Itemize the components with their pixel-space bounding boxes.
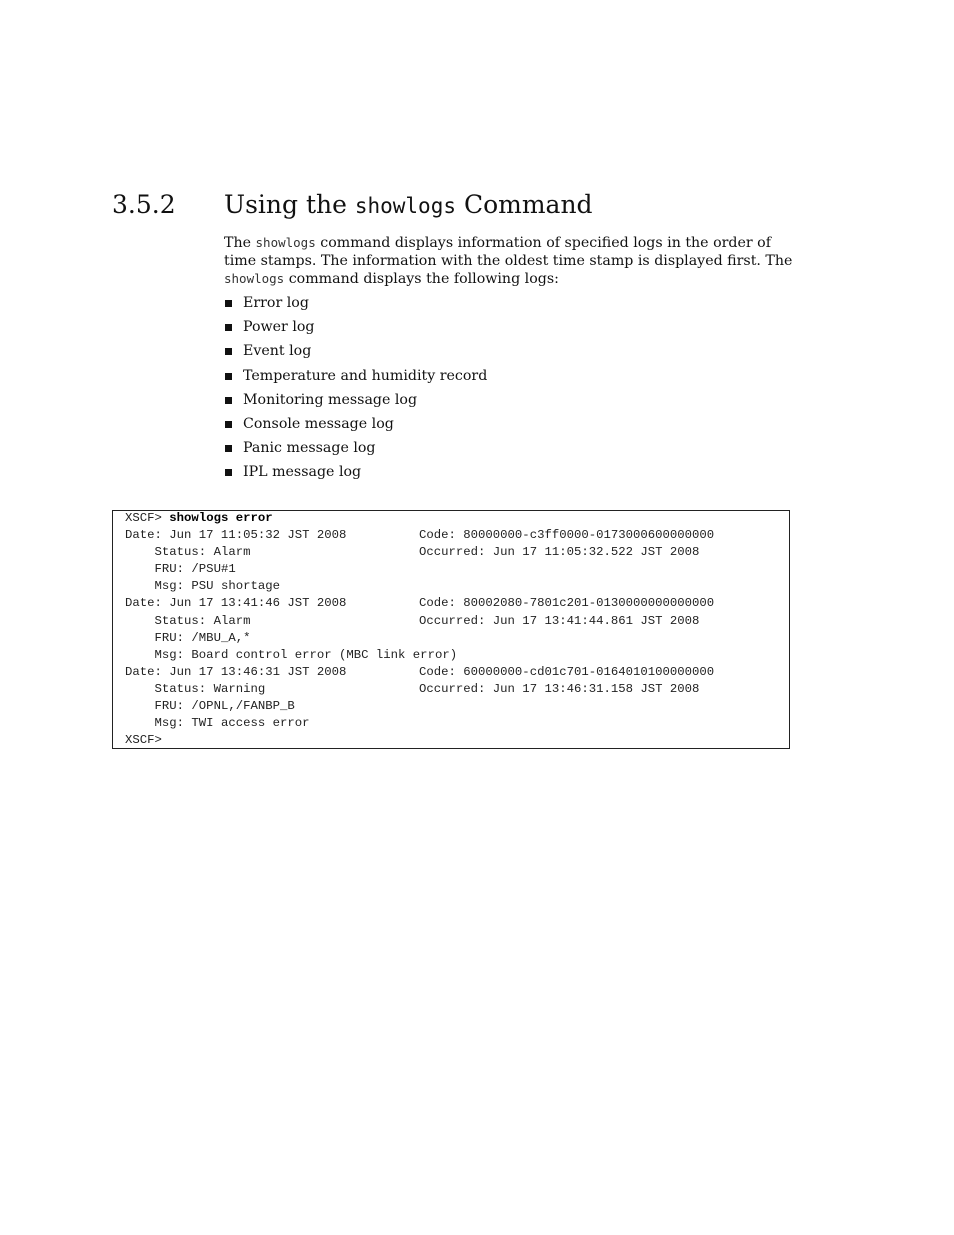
log-code: Code: 60000000-cd01c701-0164010100000000 bbox=[419, 664, 715, 679]
list-item-label: Power log bbox=[243, 319, 315, 336]
list-item-label: Console message log bbox=[243, 415, 394, 432]
bullet-square-icon bbox=[225, 324, 232, 331]
list-item-label: IPL message log bbox=[243, 464, 362, 481]
final-prompt: XSCF> bbox=[125, 733, 162, 748]
log-fru: FRU: /PSU#1 bbox=[154, 562, 236, 577]
log-msg: Msg: Board control error (MBC link error) bbox=[154, 647, 458, 662]
prompt: XSCF> bbox=[125, 511, 162, 525]
list-item-label: Panic message log bbox=[243, 440, 376, 457]
bullet-square-icon bbox=[225, 373, 232, 380]
log-status-line bbox=[125, 613, 789, 630]
log-date-line bbox=[125, 527, 789, 544]
log-date: Date: Jun 17 13:41:46 JST 2008 bbox=[125, 596, 347, 611]
intro-code-1: showlogs bbox=[255, 235, 316, 250]
log-msg: Msg: TWI access error bbox=[154, 716, 310, 731]
section-number: 3.5.2 bbox=[112, 190, 176, 219]
log-fru-line bbox=[125, 630, 789, 647]
log-code: Code: 80000000-c3ff0000-0173000600000000 bbox=[419, 528, 715, 543]
log-msg: Msg: PSU shortage bbox=[154, 579, 280, 594]
bullet-square-icon bbox=[225, 348, 232, 355]
list-item bbox=[224, 413, 487, 437]
section-title-prefix: Using the bbox=[224, 190, 347, 219]
list-item-label: Monitoring message log bbox=[243, 391, 418, 408]
bullet-square-icon bbox=[225, 300, 232, 307]
log-fru-line bbox=[125, 698, 789, 715]
final-prompt-line bbox=[125, 732, 789, 749]
log-date-line bbox=[125, 595, 789, 612]
log-date: Date: Jun 17 11:05:32 JST 2008 bbox=[125, 528, 347, 543]
log-fru-line bbox=[125, 561, 789, 578]
log-msg-line bbox=[125, 715, 789, 732]
log-status-line bbox=[125, 544, 789, 561]
list-item bbox=[224, 340, 487, 364]
log-list bbox=[224, 292, 487, 486]
bullet-square-icon bbox=[225, 421, 232, 428]
intro-text-1: The bbox=[224, 235, 251, 251]
intro-text-2: command displays information of specified logs in the order of time stamps. The information with the oldest time stamp is displayed first. The bbox=[224, 235, 793, 269]
log-occurred: Occurred: Jun 17 11:05:32.522 JST 2008 bbox=[419, 545, 700, 560]
list-item bbox=[224, 461, 487, 485]
section-title bbox=[224, 188, 593, 223]
list-item bbox=[224, 292, 487, 316]
section-title-code: showlogs bbox=[354, 194, 456, 218]
log-msg-line bbox=[125, 578, 789, 595]
list-item-label: Error log bbox=[243, 295, 309, 311]
log-status-line bbox=[125, 681, 789, 698]
bullet-square-icon bbox=[225, 469, 232, 476]
command-line bbox=[125, 510, 789, 527]
log-date: Date: Jun 17 13:46:31 JST 2008 bbox=[125, 664, 347, 679]
bullet-square-icon bbox=[225, 445, 232, 452]
list-item bbox=[224, 389, 487, 413]
terminal-output bbox=[112, 510, 790, 749]
list-item bbox=[224, 316, 487, 340]
command-text: showlogs error bbox=[169, 511, 273, 525]
log-msg-line bbox=[125, 647, 789, 664]
intro-code-2: showlogs bbox=[224, 271, 285, 286]
log-date-line bbox=[125, 664, 789, 681]
list-item bbox=[224, 437, 487, 461]
log-occurred: Occurred: Jun 17 13:41:44.861 JST 2008 bbox=[419, 613, 700, 628]
log-status: Status: Alarm bbox=[154, 613, 251, 628]
intro-paragraph bbox=[224, 234, 796, 288]
log-status: Status: Warning bbox=[154, 681, 266, 696]
log-occurred: Occurred: Jun 17 13:46:31.158 JST 2008 bbox=[419, 681, 700, 696]
list-item bbox=[224, 365, 487, 389]
log-fru: FRU: /MBU_A,* bbox=[154, 630, 251, 645]
list-item-label: Temperature and humidity record bbox=[243, 367, 488, 384]
section-title-suffix: Command bbox=[463, 190, 593, 219]
list-item-label: Event log bbox=[243, 343, 312, 360]
log-fru: FRU: /OPNL,/FANBP_B bbox=[154, 699, 295, 714]
log-code: Code: 80002080-7801c201-0130000000000000 bbox=[419, 596, 715, 611]
log-status: Status: Alarm bbox=[154, 545, 251, 560]
intro-text-3: command displays the following logs: bbox=[288, 271, 559, 287]
bullet-square-icon bbox=[225, 397, 232, 404]
